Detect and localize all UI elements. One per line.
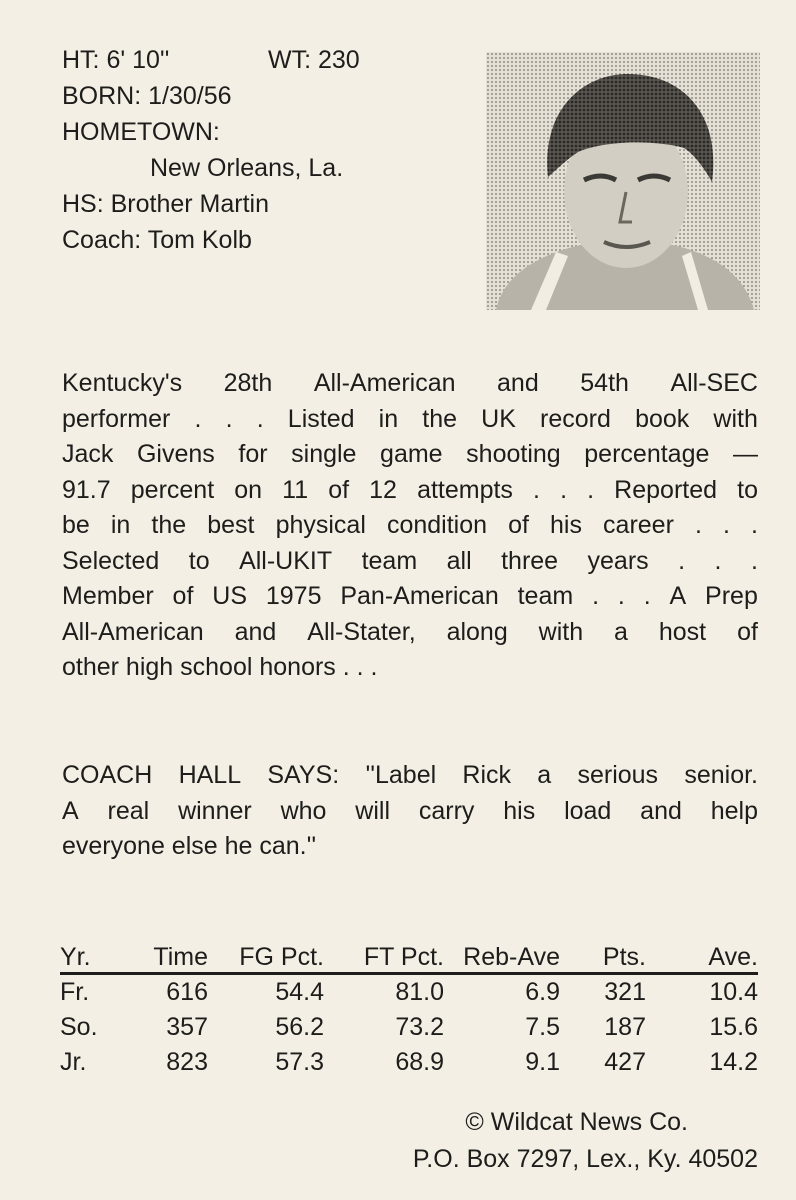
table-cell: 68.9 [395,1048,444,1076]
word: 54th [580,369,629,397]
column-header-ft-pct: FT Pct. [324,938,444,974]
word: winner [178,796,252,825]
word: COACH [62,761,153,789]
column-header-pts: Pts. [560,938,646,974]
word: a [614,617,628,646]
word: senior. [684,761,758,789]
table-cell: 56.2 [275,1013,324,1041]
word: . [617,582,625,610]
word: Jack [62,440,114,468]
word: team [361,546,418,575]
hometown-label: HOMETOWN: [62,118,220,146]
table-cell: 57.3 [275,1048,324,1076]
word: . [751,511,758,539]
word: 11 [282,475,309,504]
word: All-American [62,617,204,646]
word: for [238,440,268,468]
word: his [503,796,536,825]
word: Kentucky's [62,369,183,397]
word: on [234,475,263,504]
word: US [212,582,247,610]
word: performer [62,404,171,433]
stats-table [60,938,758,1080]
high-school-text: HS: Brother Martin [62,190,270,218]
word: in [378,404,399,433]
column-header-ave: Ave. [646,938,758,974]
player-portrait-image [486,52,760,310]
word: shooting [466,440,561,468]
word: team [517,582,574,610]
coach-quote [62,758,758,865]
career-line [62,508,758,544]
word: A [669,582,687,610]
career-line: other high school honors . . . [62,653,378,681]
career-line [62,437,758,473]
word: book [635,404,690,433]
word: best [207,511,255,539]
word: years [587,546,649,575]
player-photo [486,52,760,310]
word: . [194,404,202,433]
word: of [737,617,758,646]
word: UK [481,404,516,433]
word: percentage [584,440,710,468]
word: . [643,582,651,610]
word: Selected [62,546,160,575]
word: and [234,617,277,646]
born-text: BORN: 1/30/56 [62,82,232,110]
word: serious [577,761,659,789]
word: of [328,475,350,504]
word: single [291,440,357,468]
coach-text: Coach: Tom Kolb [62,226,252,254]
word: Givens [136,440,215,468]
career-line [62,615,758,651]
table-cell: Jr. [60,1048,87,1076]
stats-header-row [60,938,758,974]
table-row [60,1045,758,1080]
word: 91.7 [62,475,111,504]
word: to [188,546,210,575]
word: all [446,546,472,575]
word: host [658,617,707,646]
word: Member [62,582,154,610]
career-line [62,402,758,438]
word: All-UKIT [239,546,333,575]
word: game [380,440,443,468]
word: 28th [223,369,273,397]
career-line [62,579,758,615]
word: three [501,546,559,575]
word: a [537,761,552,789]
word: along [446,617,508,646]
table-cell: 357 [166,1013,208,1041]
word: and [497,369,539,397]
table-cell: 54.4 [275,978,324,1006]
word: record [540,404,611,433]
word: . [533,475,540,504]
word: real [107,796,150,825]
word: help [710,796,758,825]
word: Pan-American [340,582,499,610]
column-header-reb-ave: Reb-Ave [444,938,560,974]
career-line [62,473,758,509]
career-line [62,366,758,402]
word: will [355,796,390,825]
word: 1975 [265,582,322,610]
word: . [587,475,595,504]
word: . [723,511,730,539]
table-cell: 14.2 [709,1048,758,1076]
word: . [678,546,686,575]
career-line [62,544,758,580]
word: and [640,796,682,825]
career-summary [62,366,758,686]
table-cell: 10.4 [709,978,758,1006]
hometown-text: New Orleans, La. [150,154,344,182]
table-cell: Fr. [60,978,90,1006]
word: . [560,475,568,504]
quote-line [62,758,758,794]
height-text: HT: 6' 10'' [62,46,170,74]
word: in [110,511,131,539]
word: ''Label [365,761,437,789]
word: attempts [417,475,513,504]
word: to [737,475,758,504]
word: Listed [287,404,355,433]
word: . [694,511,702,539]
word: . [256,404,264,433]
word: All-Stater, [307,617,416,646]
table-cell: 73.2 [395,1013,444,1041]
word: the [151,511,187,539]
word: who [280,796,327,825]
table-cell: 427 [604,1048,646,1076]
quote-line: everyone else he can.'' [62,832,317,860]
word: . [750,546,758,575]
word: SAYS: [267,761,340,789]
column-header-fg-pct: FG Pct. [208,938,324,974]
word: load [564,796,612,825]
table-cell: 15.6 [709,1013,758,1041]
table-cell: 823 [166,1048,208,1076]
weight-text: WT: 230 [268,46,360,74]
word: All-SEC [670,369,758,397]
word: — [732,440,758,468]
table-cell: So. [60,1013,98,1041]
word: physical [275,511,366,539]
word: of [508,511,529,539]
word: Reported [614,475,718,504]
word: A [62,796,79,825]
word: . [592,582,600,610]
word: condition [386,511,488,539]
table-cell: 187 [604,1013,646,1041]
word: percent [130,475,215,504]
word: career [603,511,674,539]
word: his [550,511,582,539]
publisher-info [413,1104,758,1178]
player-bio [62,42,360,258]
table-cell: 81.0 [395,978,444,1006]
word: 12 [369,475,397,504]
word: of [172,582,194,610]
table-cell: 9.1 [525,1048,560,1076]
word: All-American [313,369,456,397]
address-text: P.O. Box 7297, Lex., Ky. 40502 [412,1145,758,1173]
column-header-time: Time [120,938,208,974]
word: the [422,404,458,433]
word: Prep [705,582,758,610]
table-cell: 6.9 [525,978,560,1006]
word: HALL [178,761,242,789]
copyright-text: © Wildcat News Co. [465,1108,688,1136]
table-cell: 7.5 [525,1013,560,1041]
table-cell: 321 [604,978,646,1006]
word: Rick [462,761,512,789]
word: carry [418,796,475,825]
quote-line [62,794,758,830]
table-row [60,1010,758,1045]
table-cell: 616 [166,978,208,1006]
word: be [62,511,90,539]
word: with [538,617,584,646]
table-row [60,974,758,1011]
word: . [714,546,722,575]
word: . [225,404,233,433]
column-header-year: Yr. [60,938,120,974]
word: with [713,404,758,433]
